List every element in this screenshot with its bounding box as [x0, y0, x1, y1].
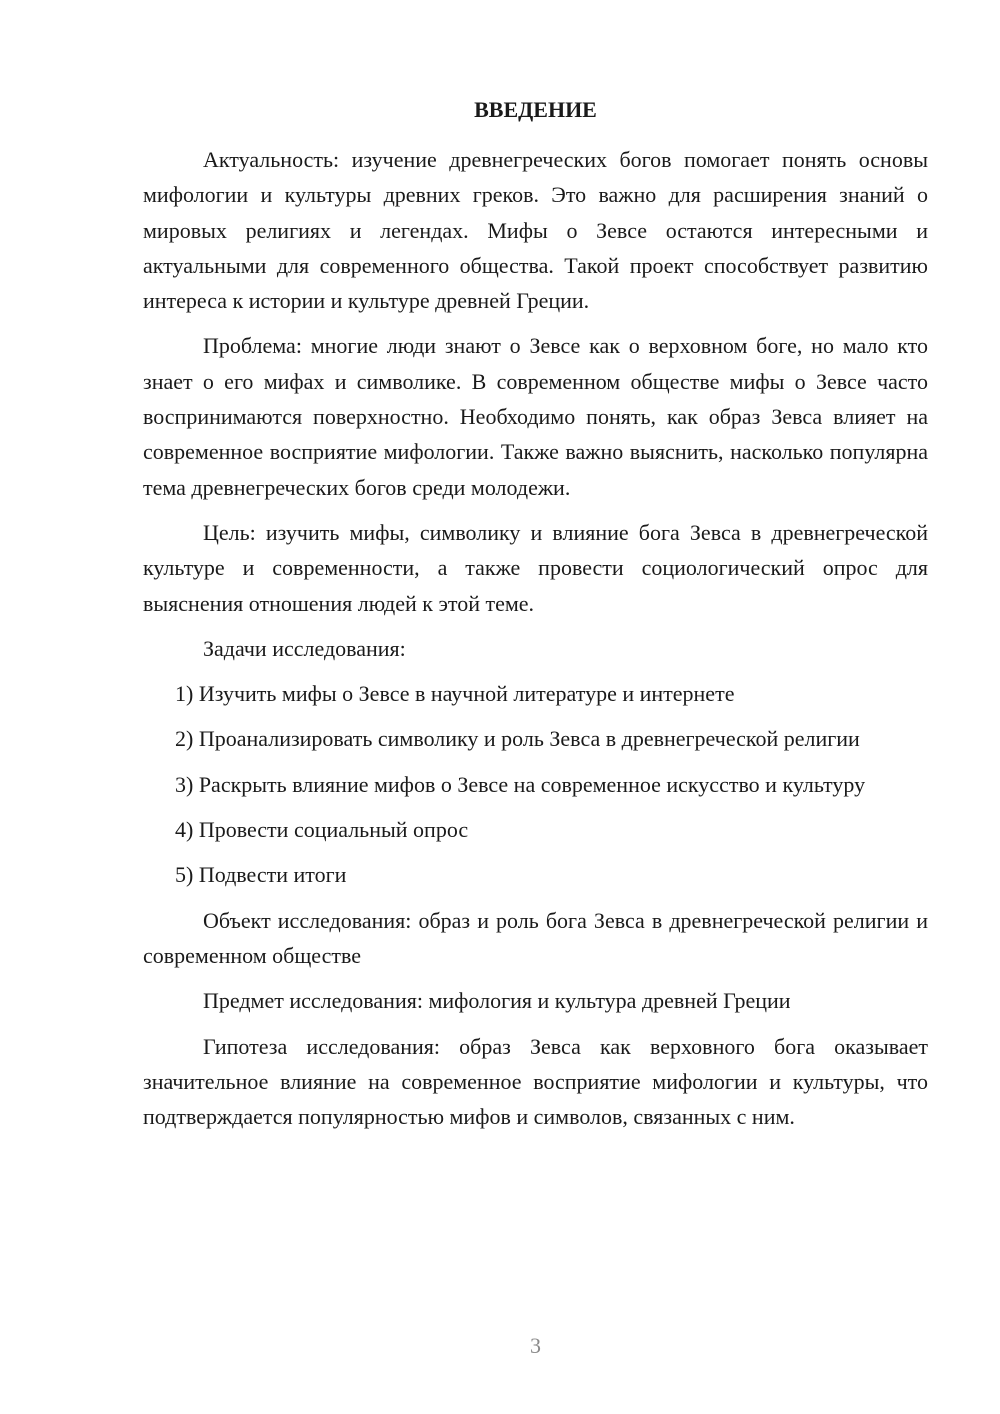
document-body	[143, 142, 928, 1144]
task-item: 5) Подвести итоги	[175, 862, 347, 888]
tasks-heading: Задачи исследования:	[203, 635, 406, 661]
task-item: 2) Проанализировать символику и роль Зевса в древнегреческой религии	[175, 726, 860, 752]
problem-paragraph: Проблема: многие люди знают о Зевсе как о верховном боге, но мало кто знает о его мифах и символике. В современном обществе мифы о Зевсе часто воспринимаются поверхностно. Необходимо понять, как образ Зевса влияет на современное восприятие мифологии. Также важно выяснить, насколько популярна тема древнегреческих богов среди молодежи.	[143, 333, 928, 500]
task-item: 1) Изучить мифы о Зевсе в научной литературе и интернете	[175, 681, 735, 707]
hypothesis-paragraph: Гипотеза исследования: образ Зевса как верховного бога оказывает значительное влияние на современное восприятие мифологии и культуры, что подтверждается популярностью мифов и символов, связанных с ним.	[143, 1033, 928, 1130]
object-paragraph: Объект исследования: образ и роль бога Зевса в древнегреческой религии и современном обществе	[143, 907, 928, 968]
task-item: 3) Раскрыть влияние мифов о Зевсе на современное искусство и культуру	[175, 771, 866, 797]
task-item: 4) Провести социальный опрос	[175, 817, 469, 843]
relevance-paragraph: Актуальность: изучение древнегреческих богов помогает понять основы мифологии и культуры древних греков. Это важно для расширения знаний о мировых религиях и легендах. Мифы о Зевсе остаются интересными и актуальными для современного общества. Такой проект способствует развитию интереса к истории и культуре древней Греции.	[143, 147, 928, 314]
subject-paragraph: Предмет исследования: мифология и культура древней Греции	[203, 988, 791, 1014]
page-title: ВВЕДЕНИЕ	[474, 97, 597, 122]
goal-paragraph: Цель: изучить мифы, символику и влияние бога Зевса в древнегреческой культуре и современности, а также провести социологический опрос для выяснения отношения людей к этой теме.	[143, 519, 928, 616]
document-page	[143, 0, 928, 1414]
page-number: 3	[530, 1333, 541, 1358]
